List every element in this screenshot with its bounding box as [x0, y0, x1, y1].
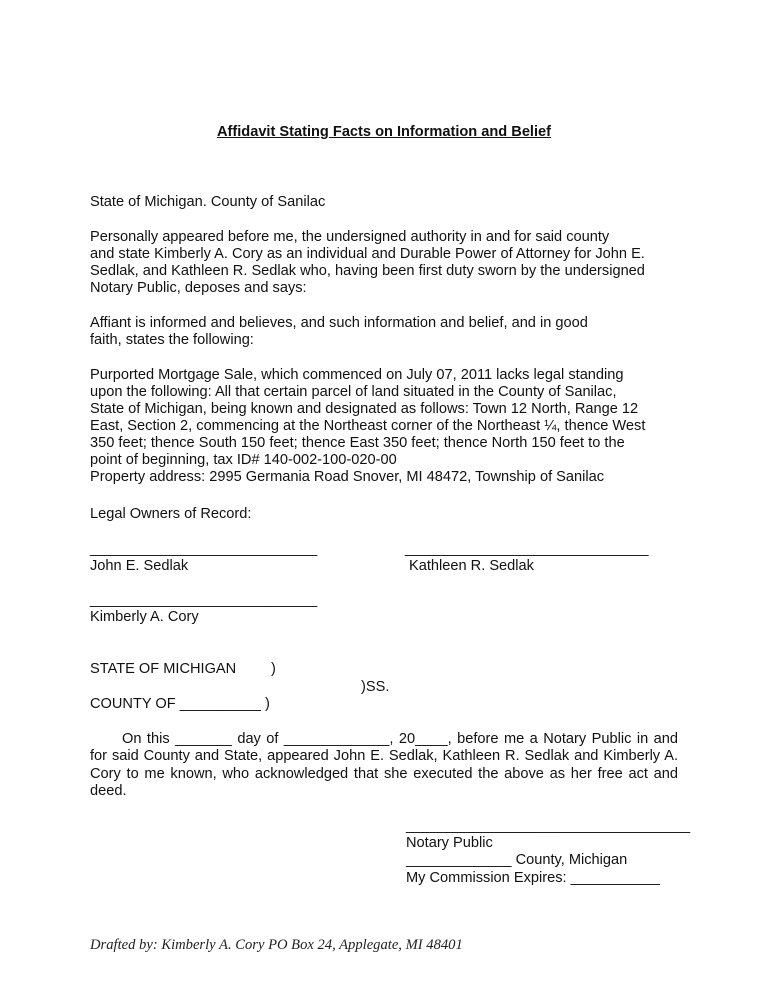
- appearance-line: Sedlak, and Kathleen R. Sedlak who, having been first duty sworn by the undersigned: [90, 263, 645, 279]
- owner-name-john: John E. Sedlak: [90, 558, 189, 574]
- state-paren: ): [271, 661, 276, 677]
- owner-name-kimberly: Kimberly A. Cory: [90, 609, 199, 625]
- mortgage-line: Property address: 2995 Germania Road Snover, MI 48472, Township of Sanilac: [90, 469, 605, 485]
- state-of-label: STATE OF MICHIGAN: [90, 661, 237, 677]
- belief-line: Affiant is informed and believes, and such information and belief, and in good: [90, 315, 588, 331]
- ss-label: )SS.: [361, 679, 390, 695]
- venue-line: State of Michigan. County of Sanilac: [90, 194, 326, 210]
- appearance-line: and state Kimberly A. Cory as an individual and Durable Power of Attorney for John E.: [90, 246, 645, 262]
- document-title: Affidavit Stating Facts on Information and Belief: [216, 124, 552, 140]
- signature-line-john: ____________________________: [90, 541, 318, 557]
- mortgage-line: point of beginning, tax ID# 140-002-100-020-00: [90, 452, 397, 468]
- mortgage-line: upon the following: All that certain parcel of land situated in the County of Sanilac,: [90, 384, 617, 400]
- mortgage-line: 350 feet; thence South 150 feet; thence East 350 feet; thence North 150 feet to the: [90, 435, 625, 451]
- mortgage-line: East, Section 2, commencing at the Northeast corner of the Northeast ¼, thence West: [90, 418, 646, 434]
- mortgage-line: Purported Mortgage Sale, which commenced on July 07, 2011 lacks legal standing: [90, 367, 624, 383]
- notary-commission-expires: My Commission Expires: ___________: [406, 870, 660, 886]
- signature-line-kimberly: ____________________________: [90, 592, 318, 608]
- appearance-line: Notary Public, deposes and says:: [90, 280, 307, 296]
- mortgage-line: State of Michigan, being known and designated as follows: Town 12 North, Range 12: [90, 401, 639, 417]
- owners-label: Legal Owners of Record:: [90, 506, 252, 522]
- county-of-label: COUNTY OF __________ ): [90, 696, 270, 712]
- owner-name-kathleen: Kathleen R. Sedlak: [409, 558, 534, 574]
- notary-county: _____________ County, Michigan: [406, 852, 628, 868]
- signature-line-kathleen: ______________________________: [405, 541, 649, 557]
- drafted-by-footer: Drafted by: Kimberly A. Cory PO Box 24, Applegate, MI 48401: [90, 937, 463, 953]
- mortgage-paragraph: [90, 367, 645, 486]
- notary-signature-line: ___________________________________: [406, 818, 691, 834]
- acknowledgment-paragraph: [90, 731, 678, 800]
- belief-paragraph: [90, 315, 588, 349]
- belief-line: faith, states the following:: [90, 332, 254, 348]
- appearance-line: Personally appeared before me, the undersigned authority in and for said county: [90, 229, 610, 245]
- acknowledgment-text: On this _______ day of _____________, 20____, before me a Notary Public in and for said County and State, appeared John E. Sedlak, Kathleen R. Sedlak and Kimberly A. Cory to me known, who acknowledged that she executed the above as her free act and deed.: [90, 731, 678, 799]
- appearance-paragraph: [90, 229, 645, 297]
- notary-title: Notary Public: [406, 835, 493, 851]
